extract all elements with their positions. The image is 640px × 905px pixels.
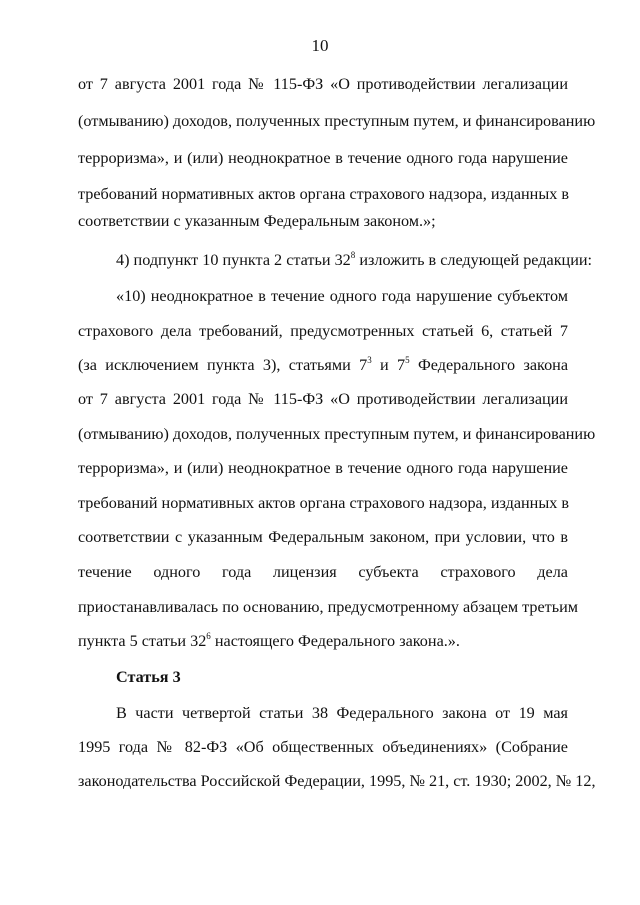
superscript: 6 (206, 631, 211, 641)
text-run: терроризма», и (или) неоднократное в течение одного года нарушение (78, 459, 568, 477)
text-line (78, 597, 579, 617)
text-line (78, 184, 568, 204)
text-run: (за исключением пункта 3), статьями 7 (78, 356, 368, 374)
page-number: 10 (311, 36, 329, 55)
text-line (78, 321, 568, 341)
text-run: 1995 года № 82-ФЗ «Об общественных объединениях» (Собрание (78, 738, 568, 756)
text-run: изложить в следующей редакции: (355, 251, 593, 269)
text-run: 4) подпункт 10 пункта 2 статьи 32 (116, 251, 351, 269)
text-line (116, 286, 568, 306)
text-line (78, 148, 568, 168)
text-run: от 7 августа 2001 года № 115-ФЗ «О противодействии легализации (78, 390, 568, 408)
text-line (78, 74, 568, 94)
text-line (78, 631, 568, 651)
text-run: пункта 5 статьи 32 (78, 632, 207, 650)
superscript: 8 (350, 250, 356, 260)
superscript: 5 (405, 355, 410, 365)
text-run: (отмыванию) доходов, полученных преступным путем, и финансированию (78, 112, 596, 130)
section-heading (116, 667, 568, 687)
text-run: течение одного года лицензия субъекта страхового дела (78, 563, 568, 581)
text-run: требований нормативных актов органа страхового надзора, изданных в (78, 494, 570, 512)
text-line (78, 424, 596, 444)
text-run: соответствии с указанным Федеральным законом, при условии, что в (78, 528, 568, 546)
text-run: соответствии с указанным Федеральным законом.»; (78, 212, 436, 230)
text-line (116, 703, 568, 723)
superscript: 3 (367, 355, 372, 365)
text-run: В части четвертой статьи 38 Федерального закона от 19 мая (116, 704, 568, 722)
text-line (116, 250, 593, 270)
text-line (78, 211, 568, 231)
text-run: страхового дела требований, предусмотренных статьей 6, статьей 7 (78, 322, 568, 340)
text-line (78, 527, 568, 547)
text-run: требований нормативных актов органа страхового надзора, изданных в (78, 185, 570, 203)
text-line (78, 771, 596, 791)
text-run: законодательства Российской Федерации, 1995, № 21, ст. 1930; 2002, № 12, (78, 772, 596, 790)
text-line (78, 458, 568, 478)
text-line (78, 562, 568, 582)
text-line (78, 737, 568, 757)
text-run: и 7 (371, 356, 406, 374)
text-run: Статья 3 (116, 668, 181, 686)
text-line (78, 355, 568, 375)
text-run: «10) неоднократное в течение одного года нарушение субъектом (116, 287, 568, 305)
text-run: от 7 августа 2001 года № 115-ФЗ «О противодействии легализации (78, 75, 568, 93)
text-run: терроризма», и (или) неоднократное в течение одного года нарушение (78, 149, 568, 167)
text-line (78, 111, 596, 131)
text-run: настоящего Федерального закона.». (210, 632, 464, 650)
text-run: Федерального закона (409, 356, 569, 374)
text-line (78, 493, 568, 513)
text-line (78, 389, 568, 409)
text-run: приостанавливалась по основанию, предусмотренному абзацем третьим (78, 598, 579, 616)
text-run: (отмыванию) доходов, полученных преступным путем, и финансированию (78, 425, 596, 443)
